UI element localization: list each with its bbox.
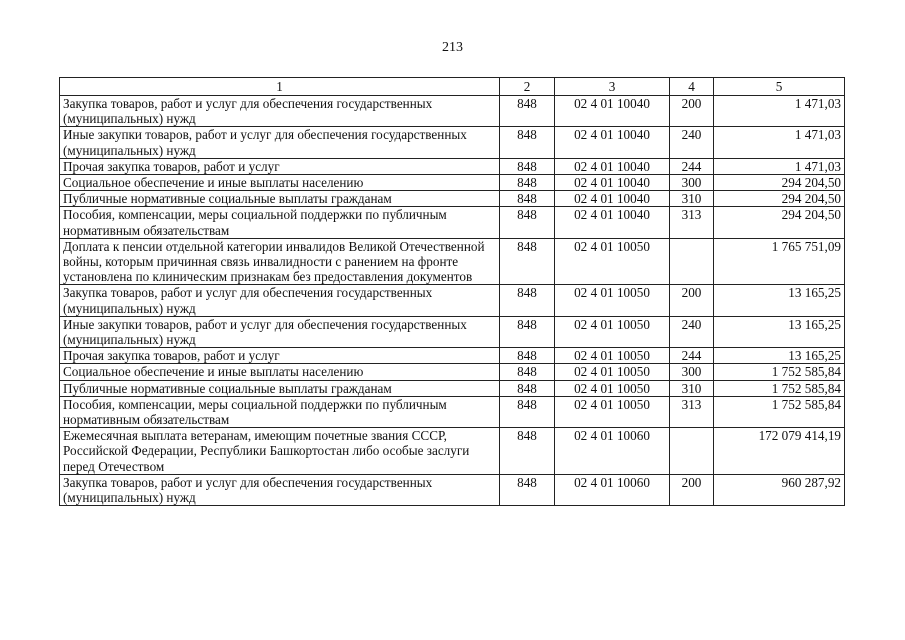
row-type-cell: 310 — [670, 380, 714, 396]
row-amount-cell: 13 165,25 — [714, 285, 845, 316]
row-code-cell: 848 — [500, 238, 555, 285]
table-row — [60, 474, 845, 505]
column-header-4: 4 — [670, 78, 714, 96]
row-name-cell: Публичные нормативные социальные выплаты гражданам — [60, 380, 500, 396]
row-code-cell: 848 — [500, 380, 555, 396]
table-row — [60, 238, 845, 285]
page-number: 213 — [442, 40, 463, 55]
row-type-cell: 310 — [670, 191, 714, 207]
table-row — [60, 191, 845, 207]
row-name-cell: Ежемесячная выплата ветеранам, имеющим почетные звания СССР, Российской Федерации, Республики Башкортостан либо особые заслуги перед Отечеством — [60, 428, 500, 475]
row-amount-cell: 294 204,50 — [714, 207, 845, 238]
row-name-cell: Доплата к пенсии отдельной категории инвалидов Великой Отечественной войны, которым причинная связь инвалидности с ранением на фронте установлена по клиническим признакам без предоставления документов — [60, 238, 500, 285]
row-amount-cell: 172 079 414,19 — [714, 428, 845, 475]
column-header-5: 5 — [714, 78, 845, 96]
row-csr-cell: 02 4 01 10050 — [555, 348, 670, 364]
row-name-cell: Иные закупки товаров, работ и услуг для обеспечения государственных (муниципальных) нужд — [60, 127, 500, 158]
table-row — [60, 396, 845, 427]
row-type-cell: 244 — [670, 348, 714, 364]
table-row — [60, 364, 845, 380]
row-code-cell: 848 — [500, 428, 555, 475]
row-type-cell: 300 — [670, 175, 714, 191]
row-amount-cell: 1 752 585,84 — [714, 380, 845, 396]
table-row — [60, 158, 845, 174]
row-code-cell: 848 — [500, 316, 555, 347]
table-row — [60, 285, 845, 316]
row-name-cell: Пособия, компенсации, меры социальной поддержки по публичным нормативным обязательствам — [60, 396, 500, 427]
row-code-cell: 848 — [500, 191, 555, 207]
table-row — [60, 428, 845, 475]
row-name-cell: Пособия, компенсации, меры социальной поддержки по публичным нормативным обязательствам — [60, 207, 500, 238]
column-header-2: 2 — [500, 78, 555, 96]
row-csr-cell: 02 4 01 10050 — [555, 316, 670, 347]
table-row — [60, 380, 845, 396]
row-code-cell: 848 — [500, 364, 555, 380]
row-amount-cell: 1 471,03 — [714, 96, 845, 127]
row-code-cell: 848 — [500, 285, 555, 316]
row-name-cell: Закупка товаров, работ и услуг для обеспечения государственных (муниципальных) нужд — [60, 96, 500, 127]
row-name-cell: Прочая закупка товаров, работ и услуг — [60, 348, 500, 364]
row-type-cell: 313 — [670, 207, 714, 238]
row-type-cell: 240 — [670, 316, 714, 347]
row-csr-cell: 02 4 01 10050 — [555, 238, 670, 285]
table-body — [60, 96, 845, 506]
column-header-1: 1 — [60, 78, 500, 96]
row-csr-cell: 02 4 01 10060 — [555, 428, 670, 475]
row-csr-cell: 02 4 01 10040 — [555, 175, 670, 191]
row-csr-cell: 02 4 01 10040 — [555, 207, 670, 238]
row-type-cell: 300 — [670, 364, 714, 380]
row-amount-cell: 294 204,50 — [714, 175, 845, 191]
row-code-cell: 848 — [500, 207, 555, 238]
row-name-cell: Закупка товаров, работ и услуг для обеспечения государственных (муниципальных) нужд — [60, 474, 500, 505]
row-code-cell: 848 — [500, 158, 555, 174]
row-amount-cell: 1 471,03 — [714, 127, 845, 158]
table-row — [60, 96, 845, 127]
row-amount-cell: 13 165,25 — [714, 348, 845, 364]
table-row — [60, 127, 845, 158]
row-name-cell: Прочая закупка товаров, работ и услуг — [60, 158, 500, 174]
row-code-cell: 848 — [500, 348, 555, 364]
row-code-cell: 848 — [500, 127, 555, 158]
row-csr-cell: 02 4 01 10040 — [555, 158, 670, 174]
row-name-cell: Закупка товаров, работ и услуг для обеспечения государственных (муниципальных) нужд — [60, 285, 500, 316]
table-row — [60, 316, 845, 347]
row-csr-cell: 02 4 01 10060 — [555, 474, 670, 505]
row-name-cell: Иные закупки товаров, работ и услуг для обеспечения государственных (муниципальных) нужд — [60, 316, 500, 347]
row-name-cell: Социальное обеспечение и иные выплаты населению — [60, 364, 500, 380]
row-csr-cell: 02 4 01 10050 — [555, 285, 670, 316]
row-name-cell: Социальное обеспечение и иные выплаты населению — [60, 175, 500, 191]
row-amount-cell: 1 765 751,09 — [714, 238, 845, 285]
row-code-cell: 848 — [500, 396, 555, 427]
table-header — [60, 78, 845, 96]
header-row — [60, 78, 845, 96]
budget-table — [59, 77, 845, 506]
row-amount-cell: 1 752 585,84 — [714, 396, 845, 427]
row-type-cell: 200 — [670, 96, 714, 127]
row-type-cell: 313 — [670, 396, 714, 427]
row-amount-cell: 13 165,25 — [714, 316, 845, 347]
row-amount-cell: 1 471,03 — [714, 158, 845, 174]
row-type-cell — [670, 428, 714, 475]
row-code-cell: 848 — [500, 474, 555, 505]
row-type-cell: 240 — [670, 127, 714, 158]
column-header-3: 3 — [555, 78, 670, 96]
row-name-cell: Публичные нормативные социальные выплаты гражданам — [60, 191, 500, 207]
row-amount-cell: 294 204,50 — [714, 191, 845, 207]
row-csr-cell: 02 4 01 10050 — [555, 364, 670, 380]
row-code-cell: 848 — [500, 175, 555, 191]
row-csr-cell: 02 4 01 10040 — [555, 191, 670, 207]
table-row — [60, 348, 845, 364]
row-csr-cell: 02 4 01 10040 — [555, 96, 670, 127]
row-type-cell: 200 — [670, 474, 714, 505]
row-csr-cell: 02 4 01 10050 — [555, 380, 670, 396]
row-type-cell: 244 — [670, 158, 714, 174]
row-code-cell: 848 — [500, 96, 555, 127]
table-row — [60, 175, 845, 191]
row-type-cell: 200 — [670, 285, 714, 316]
row-csr-cell: 02 4 01 10040 — [555, 127, 670, 158]
row-amount-cell: 1 752 585,84 — [714, 364, 845, 380]
table-row — [60, 207, 845, 238]
row-type-cell — [670, 238, 714, 285]
row-amount-cell: 960 287,92 — [714, 474, 845, 505]
row-csr-cell: 02 4 01 10050 — [555, 396, 670, 427]
